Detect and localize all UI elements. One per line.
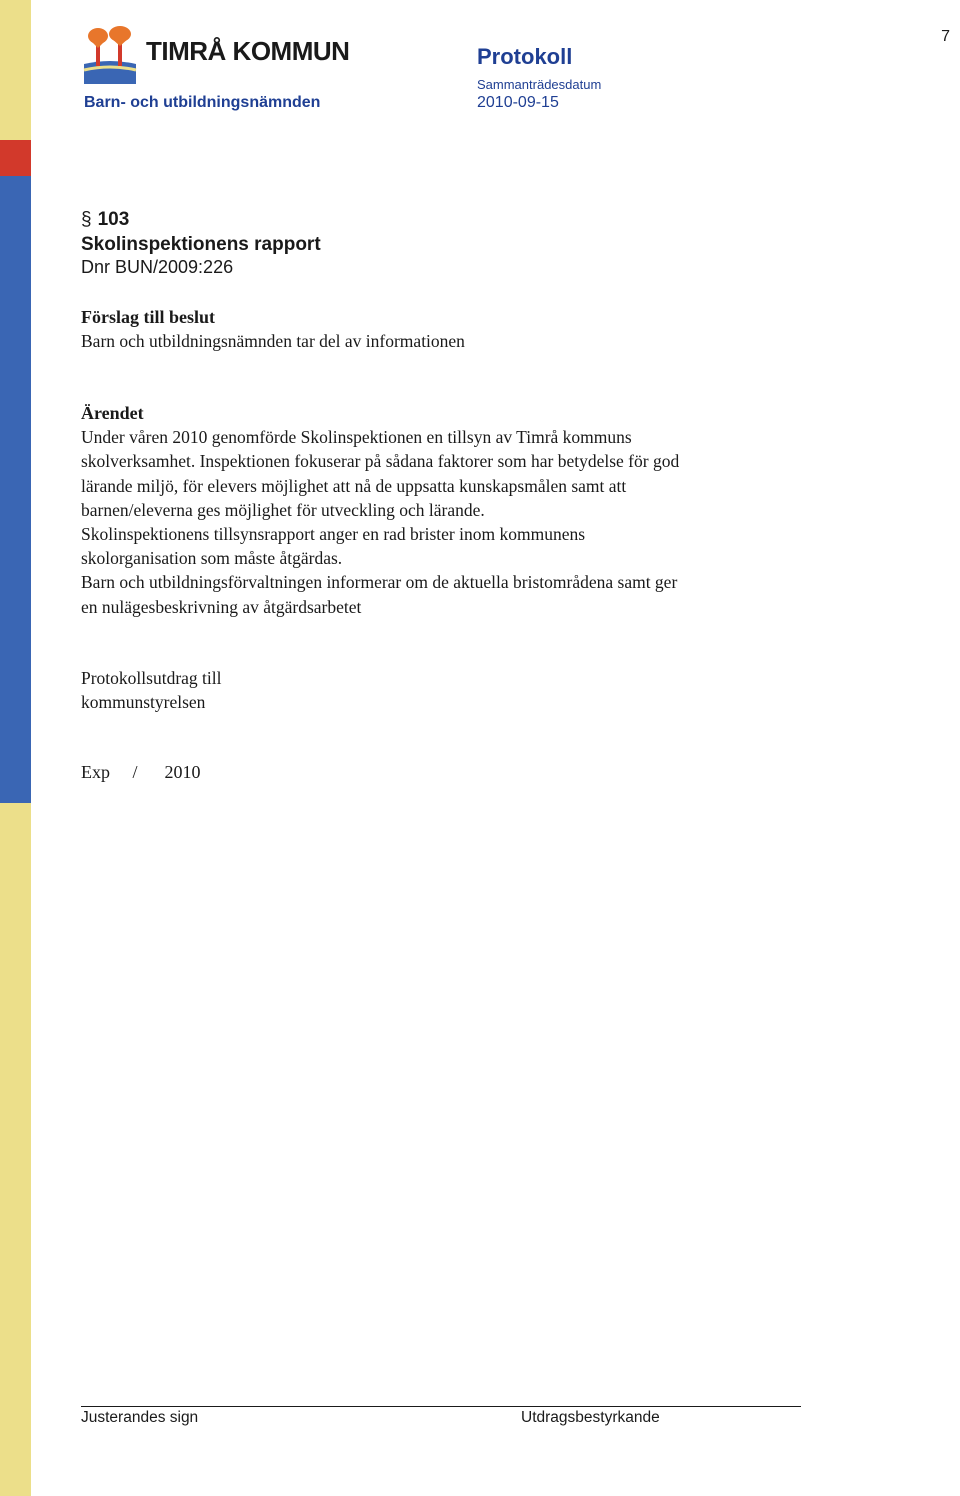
- matter-line: skolverksamhet. Inspektionen fokuserar på sådana faktorer som har betydelse för god: [81, 451, 680, 472]
- meeting-date-label: Sammanträdesdatum: [477, 77, 602, 92]
- paragraph-sign: §: [81, 209, 92, 230]
- section-number: 103: [97, 209, 130, 230]
- matter-block: [81, 401, 811, 619]
- sidebar-segment-yellow-bottom: [0, 803, 31, 1496]
- footer-utdragsbestyrkande: Utdragsbestyrkande: [521, 1409, 660, 1426]
- sidebar-segment-red: [0, 140, 31, 176]
- distribution-recipient: kommunstyrelsen: [81, 692, 206, 713]
- section-number-line: [81, 207, 321, 232]
- section-title: Skolinspektionens rapport: [81, 234, 321, 255]
- signature-line: [81, 1406, 801, 1407]
- proposal-text: Barn och utbildningsnämnden tar del av informationen: [81, 331, 465, 352]
- diary-number: Dnr BUN/2009:226: [81, 257, 234, 277]
- meeting-date: 2010-09-15: [477, 94, 559, 111]
- sidebar-segment-blue: [0, 176, 31, 803]
- color-sidebar: [0, 0, 31, 1496]
- matter-line: lärande miljö, för elevers möjlighet att nå de uppsatta kunskapsmålen samt att: [81, 475, 627, 496]
- expedition-note: Exp / 2010: [81, 762, 201, 782]
- matter-line: Under våren 2010 genomförde Skolinspektionen en tillsyn av Timrå kommuns: [81, 427, 632, 448]
- distribution-block: [81, 666, 811, 714]
- page-number: 7: [941, 28, 950, 45]
- proposal-heading: Förslag till beslut: [81, 307, 215, 327]
- matter-line: barnen/eleverna ges möjlighet för utveckling och lärande.: [81, 499, 485, 520]
- matter-heading: Ärendet: [81, 403, 144, 423]
- proposal-block: [81, 305, 811, 353]
- committee-name: Barn- och utbildningsnämnden: [84, 94, 321, 111]
- distribution-label: Protokollsutdrag till: [81, 668, 222, 688]
- matter-line: Barn och utbildningsförvaltningen informerar om de aktuella bristområdena samt ger: [81, 572, 678, 593]
- brand-name: TIMRÅ KOMMUN: [146, 36, 350, 66]
- matter-line: en nulägesbeskrivning av åtgärdsarbetet: [81, 596, 362, 617]
- matter-line: Skolinspektionens tillsynsrapport anger en rad brister inom kommunens: [81, 524, 586, 545]
- matter-line: skolorganisation som måste åtgärdas.: [81, 548, 343, 569]
- document-type: Protokoll: [477, 44, 573, 69]
- sidebar-segment-yellow-top: [0, 0, 31, 140]
- timra-kommun-logo-icon: [80, 24, 140, 84]
- footer-justerandes-sign: Justerandes sign: [81, 1409, 199, 1426]
- section-heading: [81, 207, 321, 257]
